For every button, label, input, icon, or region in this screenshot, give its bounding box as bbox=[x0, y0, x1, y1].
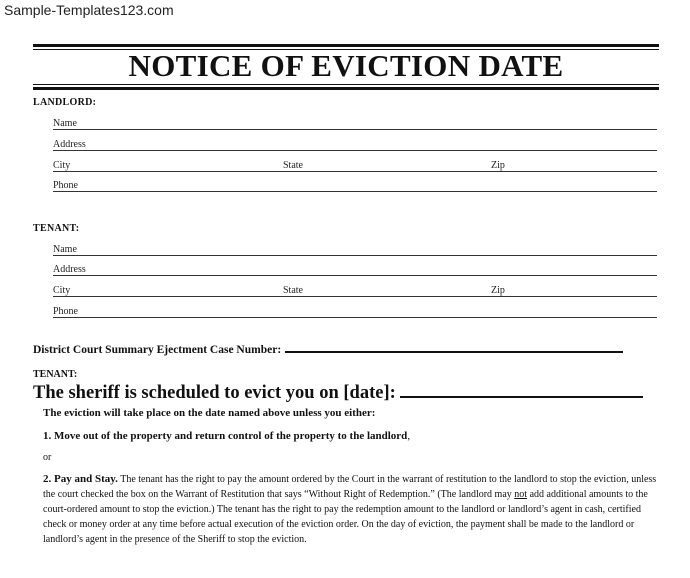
eviction-date-blank[interactable] bbox=[400, 380, 643, 398]
option-2-paragraph bbox=[43, 472, 663, 547]
landlord-name-label: Name bbox=[53, 118, 77, 129]
title-top-rule-thick bbox=[33, 44, 659, 47]
option-1-punct: , bbox=[407, 430, 411, 442]
case-number-blank[interactable] bbox=[285, 340, 623, 353]
landlord-name-field[interactable] bbox=[53, 113, 657, 130]
tenant-state-label: State bbox=[283, 285, 303, 296]
or-separator: or bbox=[43, 452, 52, 463]
option-2-not: not bbox=[514, 489, 528, 500]
tenant-address-label: Address bbox=[53, 264, 86, 275]
tenant-address-field[interactable] bbox=[53, 259, 657, 276]
landlord-city-state-zip-field[interactable] bbox=[53, 155, 657, 172]
landlord-zip-label: Zip bbox=[491, 160, 505, 171]
sheriff-statement: The sheriff is scheduled to evict you on [date]: bbox=[33, 383, 396, 403]
tenant-name-label: Name bbox=[53, 244, 77, 255]
tenant-phone-field[interactable] bbox=[53, 301, 657, 318]
option-2-part1: The tenant has the right to pay the amount ordered by the Court in the warrant of restitution to the landlord to stop the eviction, unless the court checked the box on the Warrant of Restitution that says “Without Right of Redemption.” (The landlord may bbox=[43, 474, 657, 500]
tenant-city-state-zip-field[interactable] bbox=[53, 280, 657, 297]
sheriff-statement-line bbox=[33, 380, 643, 404]
tenant-label-2: TENANT: bbox=[33, 369, 78, 380]
landlord-address-field[interactable] bbox=[53, 134, 657, 151]
tenant-name-field[interactable] bbox=[53, 239, 657, 256]
landlord-phone-field[interactable] bbox=[53, 175, 657, 192]
option-1 bbox=[43, 430, 410, 442]
landlord-state-label: State bbox=[283, 160, 303, 171]
landlord-label: LANDLORD: bbox=[33, 97, 97, 108]
option-2-lead: 2. Pay and Stay. bbox=[43, 473, 118, 485]
landlord-phone-label: Phone bbox=[53, 180, 78, 191]
tenant-label: TENANT: bbox=[33, 223, 80, 234]
case-number-line bbox=[33, 340, 623, 356]
tenant-city-label: City bbox=[53, 285, 71, 296]
option-2-part2: add additional amounts to the court-ordered amount to stop the eviction.) The tenant has the right to pay the redemption amount to the landlord or landlord’s agent in cash, certified check or money order at any time before actual execution of the eviction order. On the day of eviction, the payment shall be made to the landlord or landlord’s agent in the presence of the Sheriff to stop the eviction. bbox=[43, 489, 648, 545]
title-bottom-rule-thick bbox=[33, 87, 659, 90]
option-1-text: 1. Move out of the property and return control of the property to the landlord bbox=[43, 430, 408, 442]
page-title: NOTICE OF EVICTION DATE bbox=[128, 48, 564, 83]
landlord-city-label: City bbox=[53, 160, 71, 171]
watermark: Sample-Templates123.com bbox=[4, 2, 174, 18]
title-bottom-rule-thin bbox=[33, 84, 659, 85]
tenant-phone-label: Phone bbox=[53, 306, 78, 317]
tenant-zip-label: Zip bbox=[491, 285, 505, 296]
case-number-label: District Court Summary Ejectment Case Number: bbox=[33, 344, 282, 356]
eviction-intro: The eviction will take place on the date named above unless you either: bbox=[43, 407, 376, 419]
landlord-address-label: Address bbox=[53, 139, 86, 150]
